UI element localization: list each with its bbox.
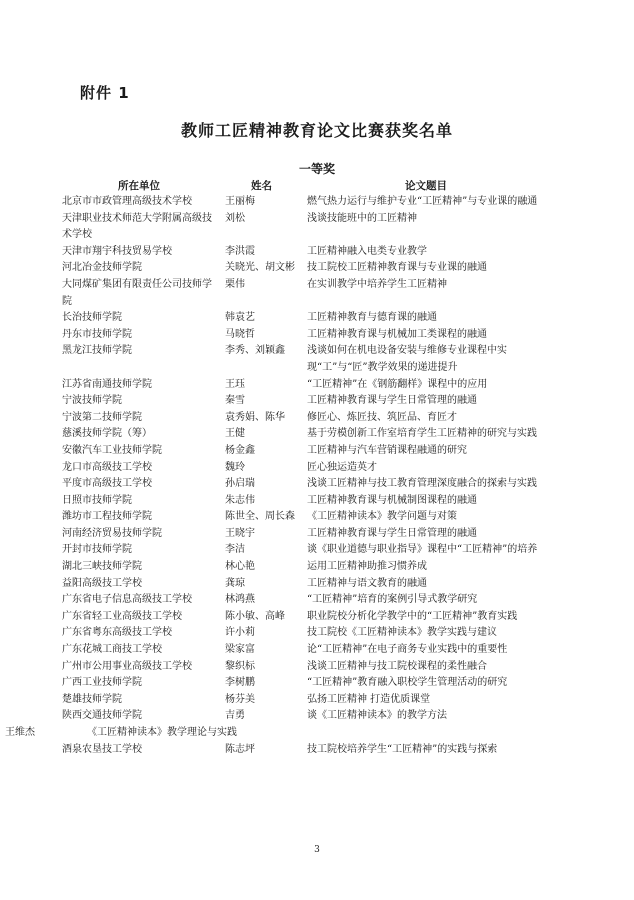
cell-title: 论“工匠精神”在电子商务专业实践中的重要性 [307,644,508,656]
cell-name: 许小莉 [225,627,255,639]
cell-title: 修匠心、炼匠技、筑匠品、育匠才 [307,411,457,423]
table-row [0,592,634,609]
cell-name: 刘松 [225,212,245,224]
cell-name: 马晓哲 [225,328,255,340]
table-row [0,526,634,543]
cell-title: 谈《工匠精神读本》的教学方法 [307,710,447,722]
cell-name: 王丽梅 [225,196,255,207]
cell-unit: 北京市市政管理高级技术学校 [62,196,192,207]
cell-name: 孙启瑞 [225,478,255,490]
cell-name: 韩袁艺 [225,312,255,324]
cell-title: 浅谈工匠精神与技工教育管理深度融合的探索与实践 [307,478,537,490]
column-header-unit: 所在单位 [118,180,160,192]
cell-title: 技工院校《工匠精神读本》教学实践与建议 [307,627,497,639]
cell-title: 《工匠精神读本》教学问题与对策 [307,511,457,523]
table-row [0,609,634,626]
table-row [0,675,634,692]
cell-title: 运用工匠精神助推习惯养成 [307,561,427,573]
table-row [0,393,634,410]
cell-title: “工匠精神”在《钢筋翻样》课程中的应用 [307,378,488,390]
cell-title: 技工院校工匠精神教育课与专业课的融通 [307,262,487,274]
table-row [0,410,634,427]
cell-title: “工匠精神”教育融入职校学生管理活动的研究 [307,677,508,689]
cell-name: 王晓宇 [225,527,255,539]
cell-name: 龚琼 [225,577,245,589]
cell-name: 袁秀娟、陈华 [225,411,285,423]
table-row [0,642,634,659]
cell-name: 杨金鑫 [225,444,255,456]
cell-unit: 黑龙江技师学院 [62,345,132,357]
cell-title: 工匠精神与汽车营销课程融通的研究 [307,444,467,456]
prize-level-heading: 一等奖 [298,162,335,176]
attachment-label: 附件 1 [80,84,130,102]
cell-unit: 天津市翔宇科技贸易学校 [62,245,172,257]
cell-title: 匠心独运造英才 [307,461,377,473]
column-header-title: 论文题目 [405,180,447,192]
cell-unit: 安徽汽车工业技师学院 [62,444,162,456]
cell-name: 魏玲 [225,461,245,473]
table-row [0,426,634,443]
cell-name: 栗伟 [225,278,245,290]
table-row [0,725,634,742]
table-row [0,260,634,277]
cell-unit: 陕西交通技师学院 [62,710,142,722]
table-row [0,377,634,394]
cell-unit: 楚雄技师学院 [62,693,122,705]
cell-title: 《工匠精神读本》教学理论与实践 [87,727,237,738]
cell-name: 李树鹏 [225,677,255,689]
cell-name: 林鸿燕 [225,594,255,606]
cell-title: 燃气热力运行与维护专业“工匠精神”与专业课的融通 [307,196,538,207]
table-row [0,576,634,593]
cell-unit: 广州市公用事业高级技工学校 [62,660,192,672]
column-header-name: 姓名 [251,180,272,192]
cell-unit: 平度市高级技工学校 [62,478,152,490]
cell-unit: 开封市技师学院 [62,544,132,556]
cell-name: 关晓光、胡文彬 [225,262,295,274]
cell-title: 工匠精神教育课与机械加工类课程的融通 [307,328,487,340]
cell-name: 王健 [225,428,245,440]
table-row [0,625,634,642]
table-row [0,559,634,576]
cell-name: 李洪霞 [225,245,255,257]
cell-title: 浅谈技能班中的工匠精神 [307,212,417,224]
cell-title: 工匠精神教育课与学生日常管理的融通 [307,395,477,407]
cell-name: 秦雪 [225,395,245,407]
table-row [0,493,634,510]
table-row [0,443,634,460]
cell-unit: 酒泉农垦技工学校 [62,743,142,755]
cell-name: 陈志坪 [225,743,255,755]
cell-title: 弘扬工匠精神 打造优质课堂 [307,693,431,705]
table-row [0,327,634,344]
cell-unit: 大同煤矿集团有限责任公司技师学院 [62,278,212,307]
table-row [0,460,634,477]
page-number: 3 [314,845,320,855]
table-row [0,244,634,261]
cell-name: 王维杰 [5,727,35,738]
cell-unit: 广东省电子信息高级技工学校 [62,594,192,606]
cell-unit: 天津职业技术师范大学附属高级技术学校 [62,212,212,241]
cell-title: 谈《职业道德与职业指导》课程中“工匠精神”的培养 [307,544,538,556]
cell-title: 浅谈工匠精神与技工院校课程的柔性融合 [307,660,487,672]
cell-unit: 长治技师学院 [62,312,122,324]
cell-name: 朱志伟 [225,494,255,506]
table-row [0,476,634,493]
cell-title: 基于劳模创新工作室培育学生工匠精神的研究与实践 [307,428,537,440]
cell-name: 黎织标 [225,660,255,672]
cell-title: 职业院校分析化学教学中的“工匠精神”教育实践 [307,610,518,622]
cell-name: 王珏 [225,378,245,390]
cell-title: 工匠精神与语文教育的融通 [307,577,427,589]
cell-unit: 宁波第二技师学院 [62,411,142,423]
table-row [0,310,634,327]
cell-title: 在实训教学中培养学生工匠精神 [307,278,447,290]
cell-unit: 广东省粤东高级技工学校 [62,627,172,639]
column-headers [0,178,634,194]
cell-unit: 湖北三峡技师学院 [62,561,142,573]
cell-name: 李洁 [225,544,245,556]
cell-name: 李秀、刘颖鑫 [225,345,285,357]
award-list [0,194,634,758]
cell-title: 技工院校培养学生“工匠精神”的实践与探索 [307,743,498,755]
document-title: 教师工匠精神教育论文比赛获奖名单 [180,121,453,140]
cell-unit: 日照市技师学院 [62,494,132,506]
cell-unit: 河北冶金技师学院 [62,262,142,274]
cell-name: 吉勇 [225,710,245,722]
table-row [0,509,634,526]
cell-unit: 丹东市技师学院 [62,328,132,340]
cell-name: 梁家富 [225,644,255,656]
table-row [0,211,634,244]
cell-unit: 广东花城工商技工学校 [62,644,162,656]
cell-title: 浅谈如何在机电设备安装与维修专业课程中实现“工”与“匠”教学效果的递进提升 [307,345,507,373]
table-row [0,742,634,759]
cell-name: 陈小敏、高峰 [225,610,285,622]
table-row [0,692,634,709]
table-row [0,659,634,676]
cell-unit: 龙口市高级技工学校 [62,461,152,473]
cell-title: 工匠精神融入电类专业教学 [307,245,427,257]
cell-name: 杨芬美 [225,693,255,705]
cell-unit: 潍坊市工程技师学院 [62,511,152,523]
cell-title: “工匠精神”培育的案例引导式教学研究 [307,594,478,606]
table-row [0,194,634,211]
table-row [0,708,634,725]
table-row [0,542,634,559]
cell-unit: 宁波技师学院 [62,395,122,407]
cell-name: 陈世全、周长森 [225,511,295,523]
cell-title: 工匠精神教育与德育课的融通 [307,312,437,324]
cell-unit: 慈溪技师学院（筹） [62,428,152,440]
cell-title: 工匠精神教育课与学生日常管理的融通 [307,527,477,539]
cell-unit: 益阳高级技工学校 [62,577,142,589]
table-row [0,277,634,310]
cell-title: 工匠精神教育课与机械制图课程的融通 [307,494,477,506]
cell-unit: 江苏省南通技师学院 [62,378,152,390]
cell-name: 林心艳 [225,561,255,573]
cell-unit: 河南经济贸易技师学院 [62,527,162,539]
cell-unit: 广东省轻工业高级技工学校 [62,610,182,622]
table-row [0,343,634,376]
cell-unit: 广西工业技师学院 [62,677,142,689]
